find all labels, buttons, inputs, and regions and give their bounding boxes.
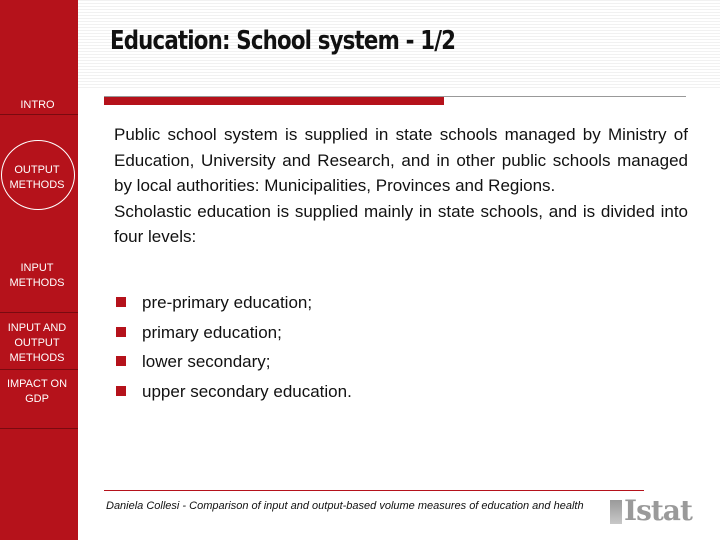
list-item	[116, 347, 516, 377]
nav-item-output-methods[interactable]	[2, 163, 72, 193]
list-item-text: upper secondary education.	[142, 381, 352, 401]
nav-divider	[0, 428, 78, 429]
nav-item-input-and-output-methods[interactable]	[0, 321, 74, 366]
bullet-icon	[116, 356, 126, 366]
nav-item-label: IMPACT ON GDP	[6, 378, 68, 405]
bullet-icon	[116, 327, 126, 337]
footer-credit: Daniela Collesi - Comparison of input and output-based volume measures of education and health	[106, 500, 584, 512]
nav-divider	[0, 369, 78, 370]
nav-item-label: OUTPUT METHODS	[9, 164, 65, 191]
nav-item-impact-on-gdp[interactable]	[0, 377, 74, 407]
list-item	[116, 288, 516, 318]
nav-item-label: INPUT AND OUTPUT METHODS	[7, 322, 67, 364]
list-item	[116, 377, 516, 407]
slide-title: Education: School system - 1/2	[110, 26, 456, 56]
footer-divider	[104, 490, 644, 491]
list-item	[116, 318, 516, 348]
nav-item-input-methods[interactable]	[0, 261, 74, 291]
body-text	[114, 122, 688, 250]
bullet-list	[116, 288, 516, 406]
list-item-text: pre-primary education;	[142, 293, 313, 312]
istat-logo: Istat	[624, 494, 692, 527]
nav-item-label: INPUT METHODS	[9, 262, 65, 289]
title-accent-bar	[104, 97, 444, 105]
nav-item-intro[interactable]	[0, 98, 75, 113]
istat-logo-mark-icon	[610, 500, 622, 524]
paragraph: Public school system is supplied in state schools managed by Ministry of Education, University and Research, and in other public schools managed by local authorities: Municipalities, Provinces and Regions.	[114, 125, 688, 195]
nav-divider	[0, 114, 78, 115]
list-item-text: primary education;	[142, 322, 282, 342]
nav-item-label: INTRO	[20, 99, 55, 111]
bullet-icon	[116, 386, 126, 396]
bullet-icon	[116, 297, 126, 307]
paragraph: Scholastic education is supplied mainly in state schools, and is divided into four levels:	[114, 201, 688, 246]
list-item-text: lower secondary;	[142, 352, 271, 371]
nav-divider	[0, 312, 78, 313]
sidebar	[0, 0, 78, 540]
